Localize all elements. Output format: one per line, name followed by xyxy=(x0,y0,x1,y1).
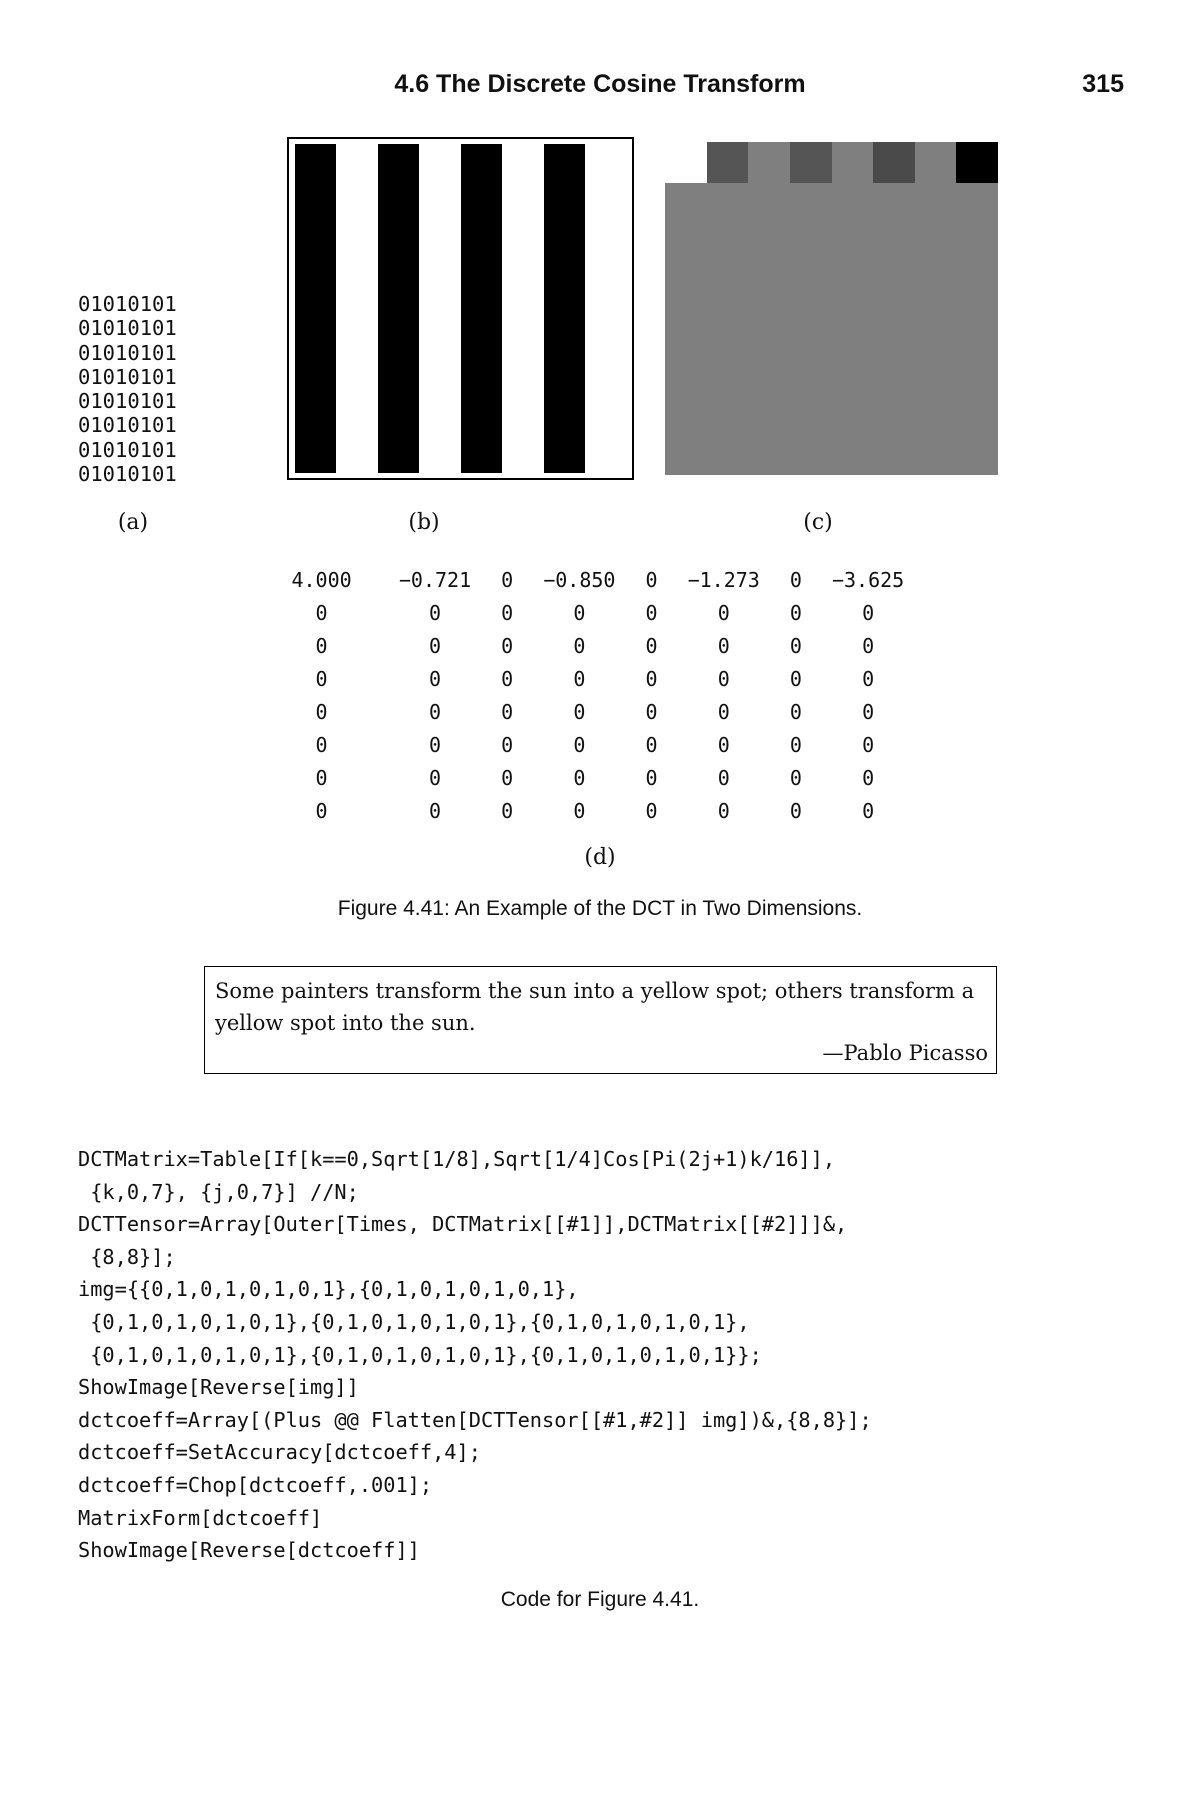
coefficient-cell: 0 xyxy=(428,666,442,691)
coefficient-cell: 0 xyxy=(501,633,514,658)
dct-cell xyxy=(707,142,749,183)
label-a: (a) xyxy=(117,510,149,535)
coefficient-cell: 0 xyxy=(573,633,586,658)
coefficient-row xyxy=(270,761,930,794)
coefficient-cell: −0.850 xyxy=(543,567,616,592)
coefficient-cell: 0 xyxy=(645,765,658,790)
coefficient-cell: 0 xyxy=(501,732,514,757)
coefficient-cell: 0 xyxy=(645,567,658,592)
page-number: 315 xyxy=(1082,70,1124,98)
code-line: img={{0,1,0,1,0,1,0,1},{0,1,0,1,0,1,0,1}, xyxy=(78,1277,579,1302)
coefficient-cell: 0 xyxy=(573,798,586,823)
coefficient-cell: 0 xyxy=(501,567,514,592)
coefficient-cell: 0 xyxy=(645,600,658,625)
dct-cell xyxy=(790,142,832,183)
label-c: (c) xyxy=(803,510,833,535)
coefficient-cell: 0 xyxy=(645,732,658,757)
coefficient-cell: −1.273 xyxy=(687,567,760,592)
coefficient-row xyxy=(270,629,930,662)
coefficient-row xyxy=(270,662,930,695)
coefficient-row xyxy=(270,563,930,596)
label-b: (b) xyxy=(408,510,440,535)
coefficient-cell: 0 xyxy=(501,765,514,790)
code-caption: Code for Figure 4.41. xyxy=(500,1588,700,1611)
quote-text: Some painters transform the sun into a yellow spot; others transform a yellow spot into the sun. xyxy=(215,979,975,1035)
coefficient-cell: 4.000 xyxy=(291,567,352,592)
code-line: ShowImage[Reverse[img]] xyxy=(78,1375,359,1400)
label-d: (d) xyxy=(584,845,616,870)
code-line: DCTTensor=Array[Outer[Times, DCTMatrix[[#1]],DCTMatrix[[#2]]]&, xyxy=(78,1212,848,1237)
coefficient-cell: 0 xyxy=(315,732,328,757)
coefficient-cell: 0 xyxy=(862,732,875,757)
matrix-row: 01010101 xyxy=(78,389,177,414)
epigraph-box xyxy=(204,966,997,1074)
coefficient-cell: 0 xyxy=(789,666,802,691)
code-line: {0,1,0,1,0,1,0,1},{0,1,0,1,0,1,0,1},{0,1,0,1,0,1,0,1}, xyxy=(78,1309,750,1334)
coefficient-cell: 0 xyxy=(862,699,875,724)
coefficient-cell: 0 xyxy=(862,798,875,823)
matrix-row: 01010101 xyxy=(78,364,177,389)
coefficient-cell: 0 xyxy=(717,600,730,625)
coefficient-cell: 0 xyxy=(573,600,586,625)
coefficient-cell: 0 xyxy=(428,633,442,658)
coefficient-cell: 0 xyxy=(862,765,875,790)
coefficient-cell: 0 xyxy=(315,699,328,724)
coefficient-cell: 0 xyxy=(573,666,586,691)
coefficient-cell: 0 xyxy=(789,633,802,658)
coefficient-cell: 0 xyxy=(717,633,730,658)
coefficient-cell: 0 xyxy=(717,765,730,790)
dct-cell xyxy=(956,142,998,183)
code-listing xyxy=(78,1143,872,1567)
coefficient-cell: 0 xyxy=(315,600,328,625)
coefficient-cell: 0 xyxy=(717,666,730,691)
code-line: dctcoeff=SetAccuracy[dctcoeff,4]; xyxy=(78,1440,481,1465)
code-line: ShowImage[Reverse[dctcoeff]] xyxy=(78,1538,420,1563)
coefficient-cell: 0 xyxy=(789,600,802,625)
dct-cell xyxy=(748,142,790,183)
coefficient-cell: 0 xyxy=(573,765,586,790)
dct-cell xyxy=(915,142,957,183)
coefficient-cell: 0 xyxy=(789,699,802,724)
running-header-title: 4.6 The Discrete Cosine Transform xyxy=(394,70,806,98)
coefficient-cell: 0 xyxy=(645,633,658,658)
coefficient-cell: 0 xyxy=(717,732,730,757)
matrix-row: 01010101 xyxy=(78,437,177,462)
coefficient-cell: 0 xyxy=(573,732,586,757)
coefficient-cell: 0 xyxy=(645,666,658,691)
coefficient-cell: 0 xyxy=(573,699,586,724)
figure-caption: Figure 4.41: An Example of the DCT in Two Dimensions. xyxy=(337,897,863,920)
coefficient-cell: 0 xyxy=(501,798,514,823)
black-stripe xyxy=(544,144,585,473)
coefficient-cell: −3.625 xyxy=(831,567,905,592)
matrix-row: 01010101 xyxy=(78,316,177,341)
coefficient-cell: 0 xyxy=(428,765,442,790)
code-line: dctcoeff=Array[(Plus @@ Flatten[DCTTensor[[#1,#2]] img])&,{8,8}]; xyxy=(78,1407,872,1432)
coefficient-row xyxy=(270,728,930,761)
matrix-row: 01010101 xyxy=(78,462,177,487)
matrix-row: 01010101 xyxy=(78,292,177,316)
coefficient-cell: −0.721 xyxy=(398,567,472,592)
coefficient-cell: 0 xyxy=(501,666,514,691)
code-line: {k,0,7}, {j,0,7}] //N; xyxy=(78,1179,359,1204)
coefficient-cell: 0 xyxy=(862,666,875,691)
coefficient-row xyxy=(270,794,930,827)
matrix-row: 01010101 xyxy=(78,413,177,438)
stripe-image-b xyxy=(287,137,634,480)
dct-cell xyxy=(665,142,707,183)
coefficient-cell: 0 xyxy=(789,567,802,592)
coefficient-cell: 0 xyxy=(315,765,328,790)
black-stripe xyxy=(295,144,336,473)
coefficient-cell: 0 xyxy=(428,798,442,823)
dct-cell xyxy=(832,142,874,183)
coefficient-cell: 0 xyxy=(645,699,658,724)
code-line: dctcoeff=Chop[dctcoeff,.001]; xyxy=(78,1472,433,1497)
matrix-row: 01010101 xyxy=(78,340,177,365)
coefficient-cell: 0 xyxy=(789,765,802,790)
coefficient-cell: 0 xyxy=(862,600,875,625)
binary-matrix-a xyxy=(78,292,177,486)
coefficient-cell: 0 xyxy=(862,633,875,658)
code-line: DCTMatrix=Table[If[k==0,Sqrt[1/8],Sqrt[1/4]Cos[Pi(2j+1)k/16]], xyxy=(78,1147,836,1171)
coefficient-cell: 0 xyxy=(428,732,442,757)
coefficient-cell: 0 xyxy=(315,633,328,658)
dct-cell xyxy=(873,142,915,183)
dct-image-c xyxy=(665,142,998,475)
dct-coefficient-matrix xyxy=(270,563,930,827)
coefficient-cell: 0 xyxy=(428,600,442,625)
coefficient-cell: 0 xyxy=(315,798,328,823)
coefficient-cell: 0 xyxy=(717,798,730,823)
coefficient-cell: 0 xyxy=(428,699,442,724)
coefficient-row xyxy=(270,596,930,629)
code-line: {8,8}]; xyxy=(78,1244,176,1269)
coefficient-row xyxy=(270,695,930,728)
coefficient-cell: 0 xyxy=(789,732,802,757)
code-line: MatrixForm[dctcoeff] xyxy=(78,1505,323,1530)
coefficient-cell: 0 xyxy=(501,600,514,625)
coefficient-cell: 0 xyxy=(501,699,514,724)
coefficient-cell: 0 xyxy=(717,699,730,724)
coefficient-cell: 0 xyxy=(315,666,328,691)
quote-attribution: —Pablo Picasso xyxy=(822,1041,988,1065)
coefficient-cell: 0 xyxy=(789,798,802,823)
gray-background xyxy=(665,142,998,475)
black-stripe xyxy=(461,144,502,473)
coefficient-cell: 0 xyxy=(645,798,658,823)
code-line: {0,1,0,1,0,1,0,1},{0,1,0,1,0,1,0,1},{0,1,0,1,0,1,0,1}}; xyxy=(78,1342,762,1367)
black-stripe xyxy=(378,144,419,473)
